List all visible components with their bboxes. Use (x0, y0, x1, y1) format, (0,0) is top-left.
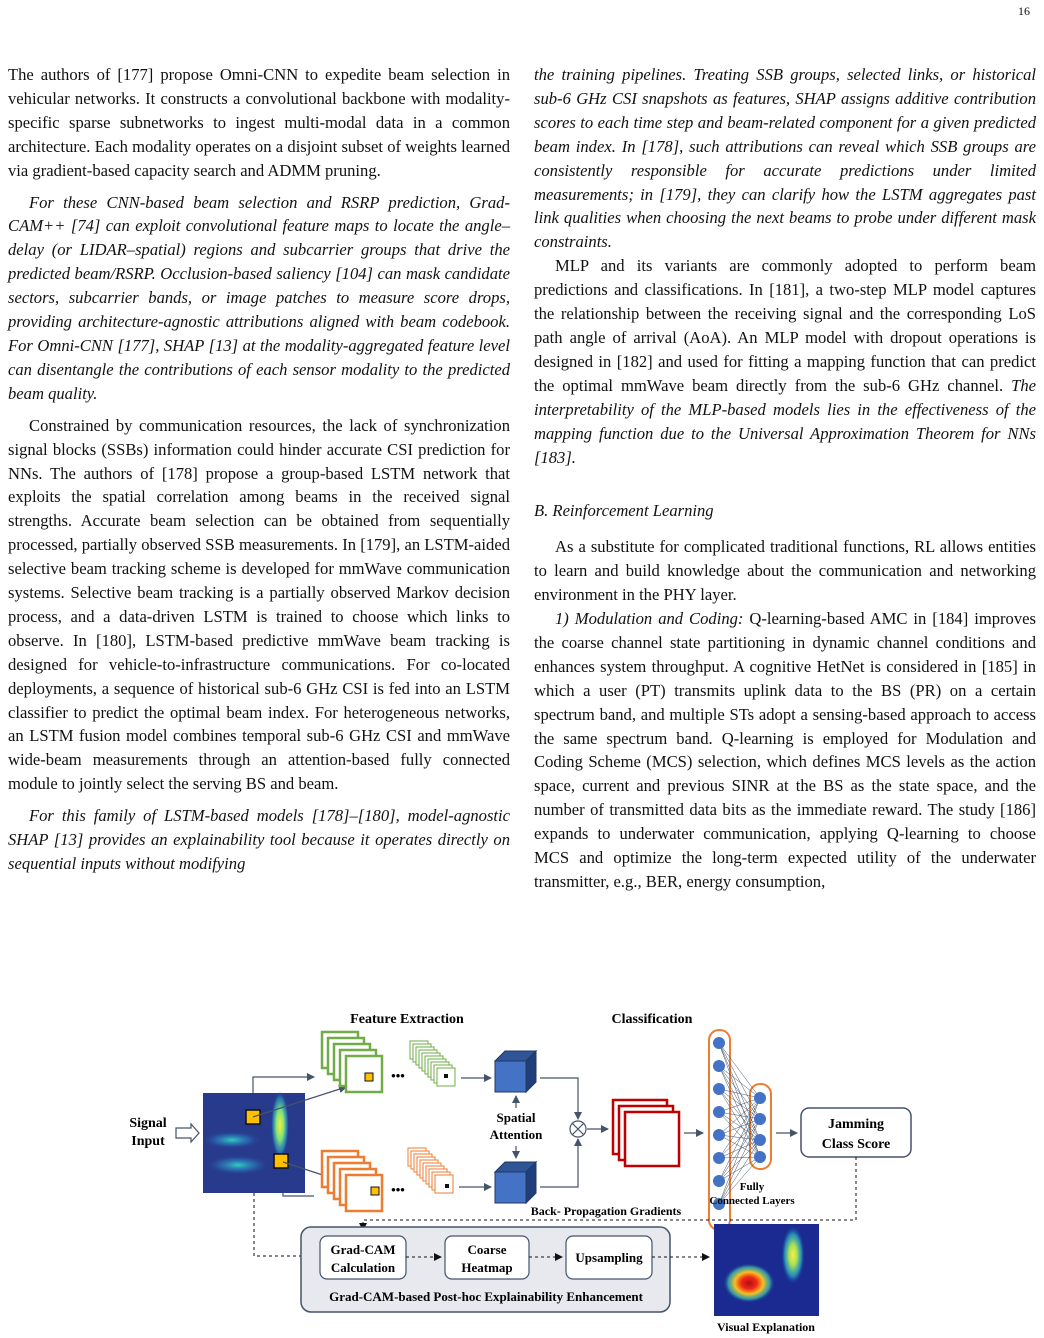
feature-maps-green-stack (322, 1032, 382, 1092)
visual-explanation-heatmap (714, 1224, 819, 1316)
jamming-label-line1: Jamming (828, 1117, 884, 1132)
modulation-text: Q-learning-based AMC in [184] improves the coarse channel state partitioning in dynamic channel conditions and enhances system throughput. A cognitive HetNet is considered in [185] in which a user (PT) transmits uplink data to the BS (PR) on a certain spectrum band, and multiple STs adopt a sensing-based approach to access the same spectrum band. Q-learning is employed for Modulation and Coding Scheme (MCS) selection, which defines MCS levels as the action space, current and previous SINR at the BS as the state space, and the number of transmitted data bits as the immediate reward. The study [186] expands to underwater communication, applying Q-learning to choose MCS and optimize the long-term expected utility of the underwater transmitter, e.g., BER, energy consumption, (534, 609, 1036, 891)
section-heading-rl: B. Reinforcement Learning (534, 501, 714, 521)
ellipsis-top: ••• (391, 1068, 405, 1083)
paragraph-mlp (534, 254, 1036, 469)
multiply-operator-icon (570, 1121, 586, 1137)
signal-input-label-line2: Input (131, 1134, 165, 1149)
signal-spectrogram (202, 1091, 305, 1193)
page-number: 16 (1018, 4, 1030, 18)
spatial-attention-label-line2: Attention (489, 1127, 543, 1142)
ellipsis-bottom: ••• (391, 1182, 405, 1197)
spatial-attention-label-line1: Spatial (496, 1110, 536, 1125)
small-feature-maps-green-stack (410, 1041, 455, 1086)
visual-explanation-label: Visual Explanation (717, 1320, 815, 1334)
gradcam-architecture-figure (0, 1000, 1044, 1338)
input-patch-marker-bottom (274, 1154, 288, 1168)
attention-cube-top-icon (495, 1051, 536, 1092)
fc-label-line1: Fully (739, 1181, 765, 1193)
backprop-label: Back- Propagation Gradients (530, 1204, 682, 1218)
signal-input-label-line1: Signal (129, 1116, 167, 1131)
gradcam-label-line2: Calculation (330, 1260, 396, 1275)
right-column (534, 63, 1036, 894)
upsampling-label: Upsampling (575, 1250, 643, 1265)
small-feature-maps-orange-stack (408, 1148, 453, 1193)
paragraph-shap-continued: the training pipelines. Treating SSB groups, selected links, or historical sub-6 GHz CSI snapshots as features, SHAP assigns additive contribution scores to each time step and beam-related component for a given predicted beam index. In [178], such attributions can reveal which SSB groups are consistently responsible for accurate predictions under limited measurements; in [179], they can clarify how the LSTM aggregates past link qualities when choosing the next beams to probe under different mask constraints. (534, 65, 1036, 252)
gradcam-label-line1: Grad-CAM (330, 1242, 396, 1257)
attention-cube-bottom-icon (495, 1162, 536, 1203)
paragraph-lstm-models: Constrained by communication resources, the lack of synchronization signal blocks (SSBs) information could hinder accurate CSI prediction for NNs. The authors of [178] propose a group-based LSTM network that exploits the spatial correlation among beams in the received signal strengths. Accurate beam selection can be obtained from sequentially processed, partially observed SSB measurements. In [179], an LSTM-aided selective beam tracking scheme is developed for mmWave communication systems. Selective beam tracking is a partially observed Markov decision process, and a data-driven LSTM is trained to choose which links to observe. In [180], LSTM-based predictive mmWave beam tracking is designed for vehicle-to-infrastructure communications. For co-located deployments, a sequence of historical sub-6 GHz CSI is fed into an LSTM classifier to predict the optimal beam index. For heterogeneous networks, an LSTM fusion model combines temporal sub-6 GHz CSI and mmWave wide-beam measurements through an attention-based fully connected module to jointly select the serving BS and beam. (8, 415, 510, 794)
left-column (8, 63, 510, 876)
subsection-label-modulation: 1) Modulation and Coding: (555, 609, 744, 629)
fc-label-line2: Connected Layers (709, 1195, 795, 1207)
paragraph-cnn-explainability: For these CNN-based beam selection and RSRP prediction, Grad-CAM++ [74] can exploit convolutional feature maps to locate the angle–delay (or LIDAR–spatial) regions and subcarrier groups that drive the predicted beam/RSRP. Occlusion-based saliency [104] can mask candidate sectors, subcarrier bands, or image patches to measure score drops, providing architecture-agnostic attributions aligned with beam codebook. For Omni-CNN [177], SHAP [13] at the modality-aggregated feature level can disentangle the contributions of each sensor modality to the predicted beam quality. (8, 192, 510, 403)
paragraph-omni-cnn: The authors of [177] propose Omni-CNN to expedite beam selection in vehicular networks. It constructs a convolutional backbone with modality-specific sparse subnetworks to ingest multi-modal data in a common architecture. Each modality operates on a disjoint subset of weights learned via gradient-based capacity search and ADMM pruning. (8, 65, 510, 180)
classification-title: Classification (611, 1012, 693, 1027)
paragraph-rl-intro: As a substitute for complicated traditional functions, RL allows entities to learn and build knowledge about the communication and networking environment in the PHY layer. (534, 537, 1036, 605)
jamming-label-line2: Class Score (821, 1137, 891, 1152)
mlp-interpretability-text: The interpretability of the MLP-based models lies in the effectiveness of the mapping function due to the Universal Approximation Theorem for NNs [183]. (534, 375, 1037, 467)
coarse-label-line2: Heatmap (461, 1260, 513, 1275)
feature-maps-orange-stack (322, 1151, 382, 1211)
enhancement-panel-title: Grad-CAM-based Post-hoc Explainability Enhancement (329, 1289, 643, 1304)
fused-feature-maps-red-stack (613, 1100, 679, 1166)
paragraph-modulation-coding (534, 607, 1036, 894)
input-arrow-icon (176, 1124, 199, 1142)
feature-extraction-title: Feature Extraction (350, 1012, 464, 1027)
coarse-label-line1: Coarse (467, 1242, 507, 1257)
paragraph-lstm-shap: For this family of LSTM-based models [178]–[180], model-agnostic SHAP [13] provides an explainability tool because it operates directly on sequential inputs without modifying (8, 806, 510, 873)
mlp-text: MLP and its variants are commonly adopted to perform beam predictions and classifications. In [181], a two-step MLP model captures the relationship between the receiving signal and the corresponding LoS path angle of arrival (AoA). An MLP model with dropout operations is designed in [182] and used for fitting a mapping function that can predict the optimal mmWave beam directly from the sub-6 GHz channel. (534, 256, 1036, 395)
